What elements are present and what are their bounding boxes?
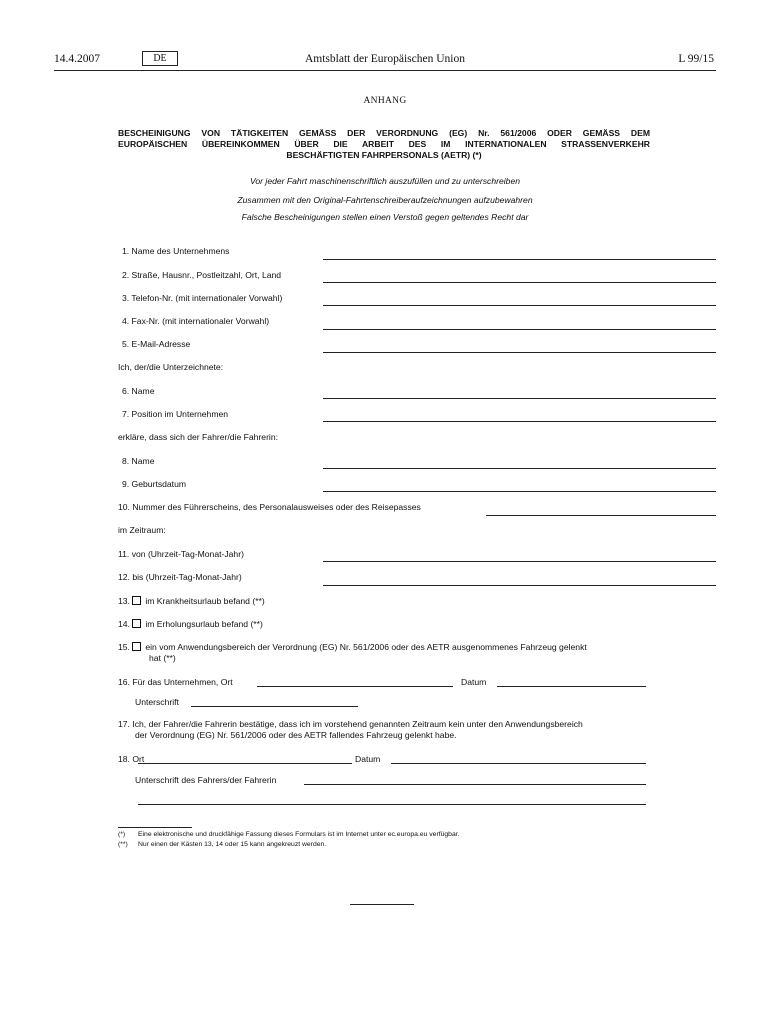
field-6-input-line[interactable] (323, 398, 716, 399)
field-13 (118, 596, 265, 606)
field-13-number: 13. (118, 596, 130, 606)
field-10-label: 10. Nummer des Führerscheins, des Personalausweises oder des Reisepasses (118, 502, 421, 512)
field-7-label: 7. Position im Unternehmen (122, 409, 229, 419)
field-3-label: 3. Telefon-Nr. (mit internationaler Vorwahl) (122, 293, 283, 303)
instruction-2: Zusammen mit den Original-Fahrtenschreiberaufzeichnungen aufzubewahren (237, 195, 533, 205)
field-12-label: 12. bis (Uhrzeit-Tag-Monat-Jahr) (118, 572, 242, 582)
field-18-signature-line-2[interactable] (138, 804, 646, 805)
annex-heading: ANHANG (363, 96, 407, 106)
field-15-number: 15. (118, 642, 130, 652)
footnote-2-text: Nur einen der Kästen 13, 14 oder 15 kann angekreuzt werden. (138, 841, 327, 848)
field-18-date-label: Datum (355, 754, 381, 764)
field-1-label: 1. Name des Unternehmens (122, 246, 230, 256)
section-signer: Ich, der/die Unterzeichnete: (118, 362, 224, 372)
field-14-label: im Erholungsurlaub befand (**) (145, 619, 263, 629)
field-4-label: 4. Fax-Nr. (mit internationaler Vorwahl) (122, 316, 270, 326)
field-8-label: 8. Name (122, 456, 155, 466)
field-18-place-line[interactable] (138, 763, 352, 764)
field-16-signature-label: Unterschrift (135, 697, 179, 707)
field-10-input-line[interactable] (486, 515, 716, 516)
field-15-label: ein vom Anwendungsbereich der Verordnung (EG) Nr. 561/2006 oder des AETR ausgenommenes Fahrzeug gelenkt (145, 642, 587, 652)
language-box: DE (142, 51, 178, 66)
field-13-checkbox[interactable] (132, 596, 141, 605)
field-8-input-line[interactable] (323, 468, 716, 469)
field-18-signature-line[interactable] (304, 784, 646, 785)
field-18-date-line[interactable] (391, 763, 646, 764)
field-15 (118, 642, 587, 652)
publication-date: 14.4.2007 (54, 53, 100, 65)
page-header (0, 0, 770, 80)
instruction-1: Vor jeder Fahrt maschinenschriftlich auszufüllen und zu unterschreiben (249, 176, 521, 186)
field-16-signature-line[interactable] (191, 706, 358, 707)
field-14-checkbox[interactable] (132, 619, 141, 628)
field-5-input-line[interactable] (323, 352, 716, 353)
field-5-label: 5. E-Mail-Adresse (122, 339, 191, 349)
field-18-label: 18. Ort (118, 754, 145, 764)
field-16-place-line[interactable] (257, 686, 453, 687)
field-17-line-1: 17. Ich, der Fahrer/die Fahrerin bestätige, dass ich im vorstehend genannten Zeitraum kein unter den Anwendungsbereich (118, 719, 583, 729)
form-title (118, 128, 650, 161)
footnote-1-mark: (*) (118, 831, 126, 838)
title-line-3: BESCHÄFTIGTEN FAHRPERSONALS (AETR) (*) (286, 150, 482, 160)
field-7-input-line[interactable] (323, 421, 716, 422)
header-rule (54, 70, 716, 71)
section-period: im Zeitraum: (118, 525, 166, 535)
footnote-1-text: Eine elektronische und druckfähige Fassung dieses Formulars ist im Internet unter ec.europa.eu verfügbar. (138, 831, 460, 838)
title-line-1: BESCHEINIGUNG VON TÄTIGKEITEN GEMÄSS DER VERORDNUNG (EG) Nr. 561/2006 ODER GEMÄSS DEM (118, 128, 650, 138)
field-9-label: 9. Geburtsdatum (122, 479, 187, 489)
field-9-input-line[interactable] (323, 491, 716, 492)
footnote-rule (118, 827, 192, 828)
field-16-date-label: Datum (461, 677, 487, 687)
footnote-2 (118, 841, 326, 848)
field-15-checkbox[interactable] (132, 642, 141, 651)
field-12-input-line[interactable] (323, 585, 716, 586)
field-15-label-cont: hat (**) (149, 653, 176, 663)
end-rule (350, 904, 414, 905)
field-1-input-line[interactable] (323, 259, 716, 260)
field-2-label: 2. Straße, Hausnr., Postleitzahl, Ort, Land (122, 270, 282, 280)
instruction-3: Falsche Bescheinigungen stellen einen Verstoß gegen geltendes Recht dar (241, 212, 529, 222)
footnote-1 (118, 831, 460, 838)
field-14 (118, 619, 263, 629)
field-2-input-line[interactable] (323, 282, 716, 283)
field-3-input-line[interactable] (323, 305, 716, 306)
section-driver: erkläre, dass sich der Fahrer/die Fahrerin: (118, 432, 279, 442)
page-number: L 99/15 (678, 53, 714, 65)
field-6-label: 6. Name (122, 386, 155, 396)
field-4-input-line[interactable] (323, 329, 716, 330)
field-18-signature-label: Unterschrift des Fahrers/der Fahrerin (135, 775, 277, 785)
field-13-label: im Krankheitsurlaub befand (**) (145, 596, 265, 606)
field-16-date-line[interactable] (497, 686, 646, 687)
field-16-label: 16. Für das Unternehmen, Ort (118, 677, 233, 687)
field-14-number: 14. (118, 619, 130, 629)
footnote-2-mark: (**) (118, 841, 128, 848)
field-17-line-2: der Verordnung (EG) Nr. 561/2006 oder des AETR fallendes Fahrzeug gelenkt habe. (135, 730, 457, 740)
title-line-2: EUROPÄISCHEN ÜBEREINKOMMEN ÜBER DIE ARBEIT DES IM INTERNATIONALEN STRASSENVERKEHR (118, 139, 650, 149)
field-11-input-line[interactable] (323, 561, 716, 562)
journal-title: Amtsblatt der Europäischen Union (304, 53, 465, 65)
field-11-label: 11. von (Uhrzeit-Tag-Monat-Jahr) (118, 549, 244, 559)
